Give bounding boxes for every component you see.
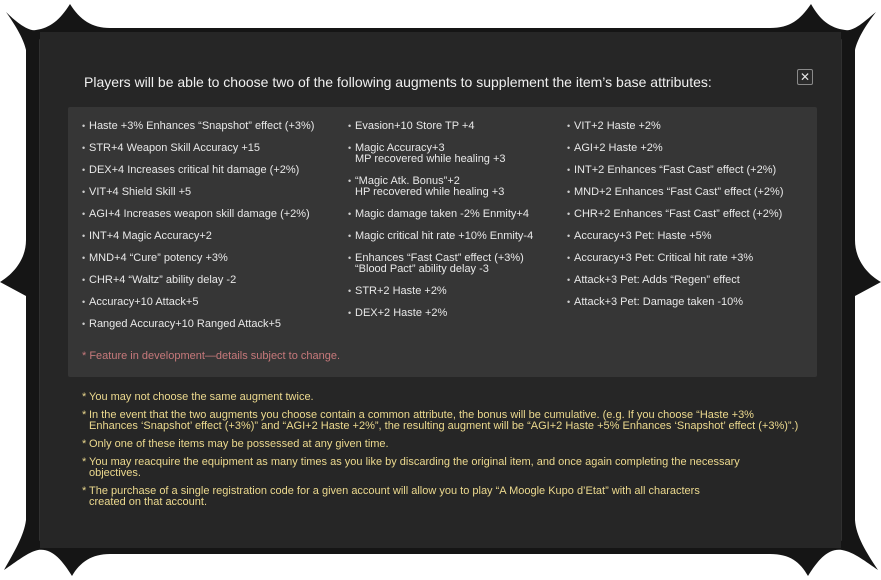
augment-item: • DEX+4 Increases critical hit damage (+2%) bbox=[82, 165, 347, 176]
augment-line: • Magic critical hit rate +10% Enmity-4 bbox=[355, 230, 534, 242]
augment-item: • AGI+4 Increases weapon skill damage (+2%) bbox=[82, 209, 347, 220]
augment-item: • STR+4 Weapon Skill Accuracy +15 bbox=[82, 143, 347, 154]
augment-line: • Evasion+10 Store TP +4 bbox=[355, 120, 475, 132]
augment-column-2 bbox=[348, 121, 566, 330]
augment-item: • CHR+2 Enhances “Fast Cast” effect (+2%) bbox=[567, 209, 812, 220]
note-line: * Only one of these items may be possessed at any given time. bbox=[89, 438, 389, 450]
augment-line: “Blood Pact” ability delay -3 bbox=[355, 263, 489, 275]
augment-item bbox=[348, 286, 566, 297]
augment-line: HP recovered while healing +3 bbox=[355, 186, 505, 198]
augment-item: • VIT+4 Shield Skill +5 bbox=[82, 187, 347, 198]
augment-item: • VIT+2 Haste +2% bbox=[567, 121, 812, 132]
dev-notice: * Feature in development—details subject to change. bbox=[82, 350, 341, 362]
augment-column-1 bbox=[82, 121, 347, 341]
note-line: * In the event that the two augments you choose contain a common attribute, the bonus will be cumulative. (e.g. If you choose “Haste +3% bbox=[89, 409, 754, 421]
note-line: Enhances ‘Snapshot’ effect (+3%)” and “AGI+2 Haste +2%”, the resulting augment will be “AGI+2 Haste +5% Enhances ‘Snapshot’ effect (+3%)”.) bbox=[89, 420, 799, 432]
augment-line: • Magic damage taken -2% Enmity+4 bbox=[355, 208, 529, 220]
augment-item: • AGI+2 Haste +2% bbox=[567, 143, 812, 154]
augment-item: • MND+4 “Cure” potency +3% bbox=[82, 253, 347, 264]
augment-item: • CHR+4 “Waltz” ability delay -2 bbox=[82, 275, 347, 286]
dialog-title: Players will be able to choose two of the following augments to supplement the item’s base attributes: bbox=[84, 74, 712, 90]
close-icon: ✕ bbox=[799, 70, 811, 84]
augment-item: • Accuracy+10 Attack+5 bbox=[82, 297, 347, 308]
augment-item: • Accuracy+3 Pet: Critical hit rate +3% bbox=[567, 253, 812, 264]
augment-item bbox=[348, 121, 566, 132]
note-item bbox=[82, 392, 822, 403]
augment-line: • Enhances “Fast Cast” effect (+3%) bbox=[355, 252, 524, 264]
note-line: objectives. bbox=[89, 467, 141, 479]
close-button[interactable] bbox=[797, 69, 813, 85]
augment-line: • Magic Accuracy+3 bbox=[355, 142, 445, 154]
augment-line: • STR+2 Haste +2% bbox=[355, 285, 447, 297]
note-item bbox=[82, 410, 822, 432]
note-line: created on that account. bbox=[89, 496, 208, 508]
augment-line: • “Magic Atk. Bonus”+2 bbox=[355, 175, 460, 187]
augment-item bbox=[348, 209, 566, 220]
note-item bbox=[82, 439, 822, 450]
augment-item: • Accuracy+3 Pet: Haste +5% bbox=[567, 231, 812, 242]
note-line: * You may reacquire the equipment as many times as you like by discarding the original item, and once again completing the necessary bbox=[89, 456, 740, 468]
note-item bbox=[82, 486, 822, 508]
augment-item bbox=[348, 308, 566, 319]
notes-list bbox=[82, 392, 822, 515]
augment-item: • INT+2 Enhances “Fast Cast” effect (+2%) bbox=[567, 165, 812, 176]
augment-item: • Attack+3 Pet: Adds “Regen” effect bbox=[567, 275, 812, 286]
augment-item: • Haste +3% Enhances “Snapshot” effect (+3%) bbox=[82, 121, 347, 132]
augment-item: • INT+4 Magic Accuracy+2 bbox=[82, 231, 347, 242]
augment-item: • Attack+3 Pet: Damage taken -10% bbox=[567, 297, 812, 308]
note-item bbox=[82, 457, 822, 479]
augment-item bbox=[348, 176, 566, 198]
augment-line: • DEX+2 Haste +2% bbox=[355, 307, 448, 319]
augment-item bbox=[348, 143, 566, 165]
augment-column-3 bbox=[567, 121, 812, 319]
note-line: * You may not choose the same augment twice. bbox=[89, 391, 314, 403]
augment-line: MP recovered while healing +3 bbox=[355, 153, 506, 165]
augment-item bbox=[348, 231, 566, 242]
augment-item: • MND+2 Enhances “Fast Cast” effect (+2%) bbox=[567, 187, 812, 198]
note-line: * The purchase of a single registration code for a given account will allow you to play “A Moogle Kupo d’Etat” with all characters bbox=[89, 485, 700, 497]
augment-item bbox=[348, 253, 566, 275]
augment-item: • Ranged Accuracy+10 Ranged Attack+5 bbox=[82, 319, 347, 330]
